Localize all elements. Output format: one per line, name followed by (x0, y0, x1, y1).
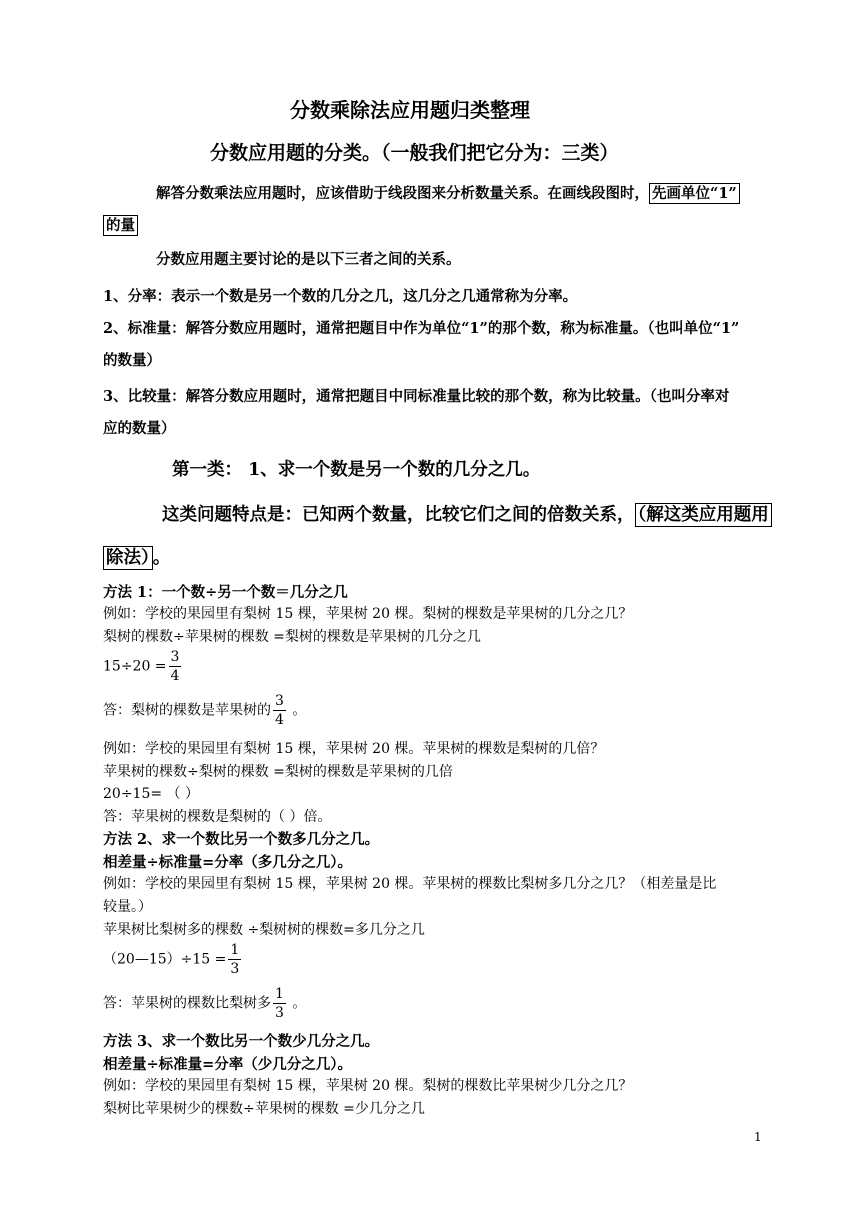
answer-end: 。 (292, 995, 307, 1012)
definition-2-cont: 的数量） (103, 352, 161, 369)
fraction-numerator: 3 (275, 693, 284, 709)
method-2-example-relation: 苹果树比梨树多的棵数 ÷梨树树的棵数=多几分之几 (103, 922, 425, 938)
method-2-example-question: 例如：学校的果园里有梨树 15 棵，苹果树 20 棵。苹果树的棵数比梨树多几分之几？（相差量是比 (103, 876, 717, 892)
highlight-box-cont: 的量 (103, 215, 138, 236)
definition-1: 1、分率：表示一个数是另一个数的几分之几，这几分之几通常称为分率。 (103, 288, 578, 305)
fraction-numerator: 3 (170, 649, 180, 665)
method-2-example-answer (103, 987, 306, 1020)
fraction-numerator: 1 (275, 986, 284, 1002)
method-1-example-2-calc: 20÷15= （ ） (103, 786, 199, 802)
method-2-title: 方法 2、求一个数比另一个数多几分之几。 (103, 831, 380, 848)
fraction-denominator: 4 (275, 712, 284, 728)
method-1-example-2-relation: 苹果树的棵数÷梨树的棵数 =梨树的棵数是苹果树的几倍 (103, 764, 453, 780)
method-2-example-question-cont: 较量。） (103, 899, 152, 915)
feature-end: 。 (152, 548, 171, 568)
category-1-heading: 第一类： 1、求一个数是另一个数的几分之几。 (172, 460, 541, 480)
definition-3-cont: 应的数量） (103, 420, 176, 437)
method-1-title: 方法 1：一个数÷另一个数＝几分之几 (103, 584, 348, 601)
fraction-three-quarters (169, 650, 182, 683)
method-1-example-2-question: 例如：学校的果园里有梨树 15 棵，苹果树 20 棵。苹果树的棵数是梨树的几倍？ (103, 741, 605, 757)
calc-text: 15÷20 = (103, 658, 167, 675)
answer-text: 答：梨树的棵数是苹果树的 (103, 702, 271, 719)
feature-box-cont: 除法） (103, 546, 153, 570)
calc-text: （20—15）÷15 = (103, 951, 227, 968)
method-1-example-2-answer: 答：苹果树的棵数是梨树的（ ）倍。 (103, 809, 332, 825)
category-1-feature (162, 501, 772, 526)
answer-text: 答：苹果树的棵数比梨树多 (103, 995, 271, 1012)
feature-text: 这类问题特点是：已知两个数量，比较它们之间的倍数关系， (162, 505, 635, 525)
method-2-example-calc (103, 943, 243, 976)
method-1-example-1-relation: 梨树的棵数÷苹果树的棵数 =梨树的棵数是苹果树的几分之几 (103, 629, 481, 645)
intro-paragraph-1 (156, 182, 740, 203)
method-1-example-1-answer (103, 694, 306, 727)
method-3-example-question: 例如：学校的果园里有梨树 15 棵，苹果树 20 棵。梨树的棵数比苹果树少几分之几？ (103, 1078, 633, 1094)
page-subtitle: 分数应用题的分类。（一般我们把它分为：三类） (210, 142, 619, 164)
fraction-numerator: 1 (230, 942, 240, 958)
fraction-denominator: 4 (170, 668, 180, 684)
feature-box: （解这类应用题用 (635, 503, 772, 527)
intro-paragraph-1-cont (103, 214, 138, 235)
page-number: 1 (754, 1130, 762, 1144)
method-3-title: 方法 3、求一个数比另一个数少几分之几。 (103, 1033, 380, 1050)
answer-end: 。 (292, 702, 307, 719)
intro-text: 解答分数乘法应用题时，应该借助于线段图来分析数量关系。在画线段图时， (156, 185, 649, 202)
fraction-one-third (228, 943, 241, 976)
method-1-example-1-calc (103, 650, 183, 683)
fraction-denominator: 3 (230, 961, 240, 977)
method-3-formula: 相差量÷标准量=分率（少几分之几）。 (103, 1056, 353, 1073)
method-2-formula: 相差量÷标准量=分率（多几分之几）。 (103, 854, 353, 871)
definition-3: 3、比较量：解答分数应用题时，通常把题目中同标准量比较的那个数，称为比较量。（也叫分率对 (103, 388, 730, 405)
fraction-three-quarters (273, 694, 286, 727)
intro-paragraph-2: 分数应用题主要讨论的是以下三者之间的关系。 (156, 251, 461, 268)
method-3-example-relation: 梨树比苹果树少的棵数÷苹果树的棵数 =少几分之几 (103, 1101, 425, 1117)
fraction-one-third (273, 987, 286, 1020)
page-title: 分数乘除法应用题归类整理 (290, 98, 530, 122)
fraction-denominator: 3 (275, 1005, 284, 1021)
category-1-feature-cont (103, 544, 170, 569)
definition-2: 2、标准量：解答分数应用题时，通常把题目中作为单位“1”的那个数，称为标准量。（也叫单位“1” (103, 320, 740, 337)
highlight-box: 先画单位“1” (649, 183, 740, 204)
method-1-example-1-question: 例如：学校的果园里有梨树 15 棵，苹果树 20 棵。梨树的棵数是苹果树的几分之几？ (103, 606, 633, 622)
